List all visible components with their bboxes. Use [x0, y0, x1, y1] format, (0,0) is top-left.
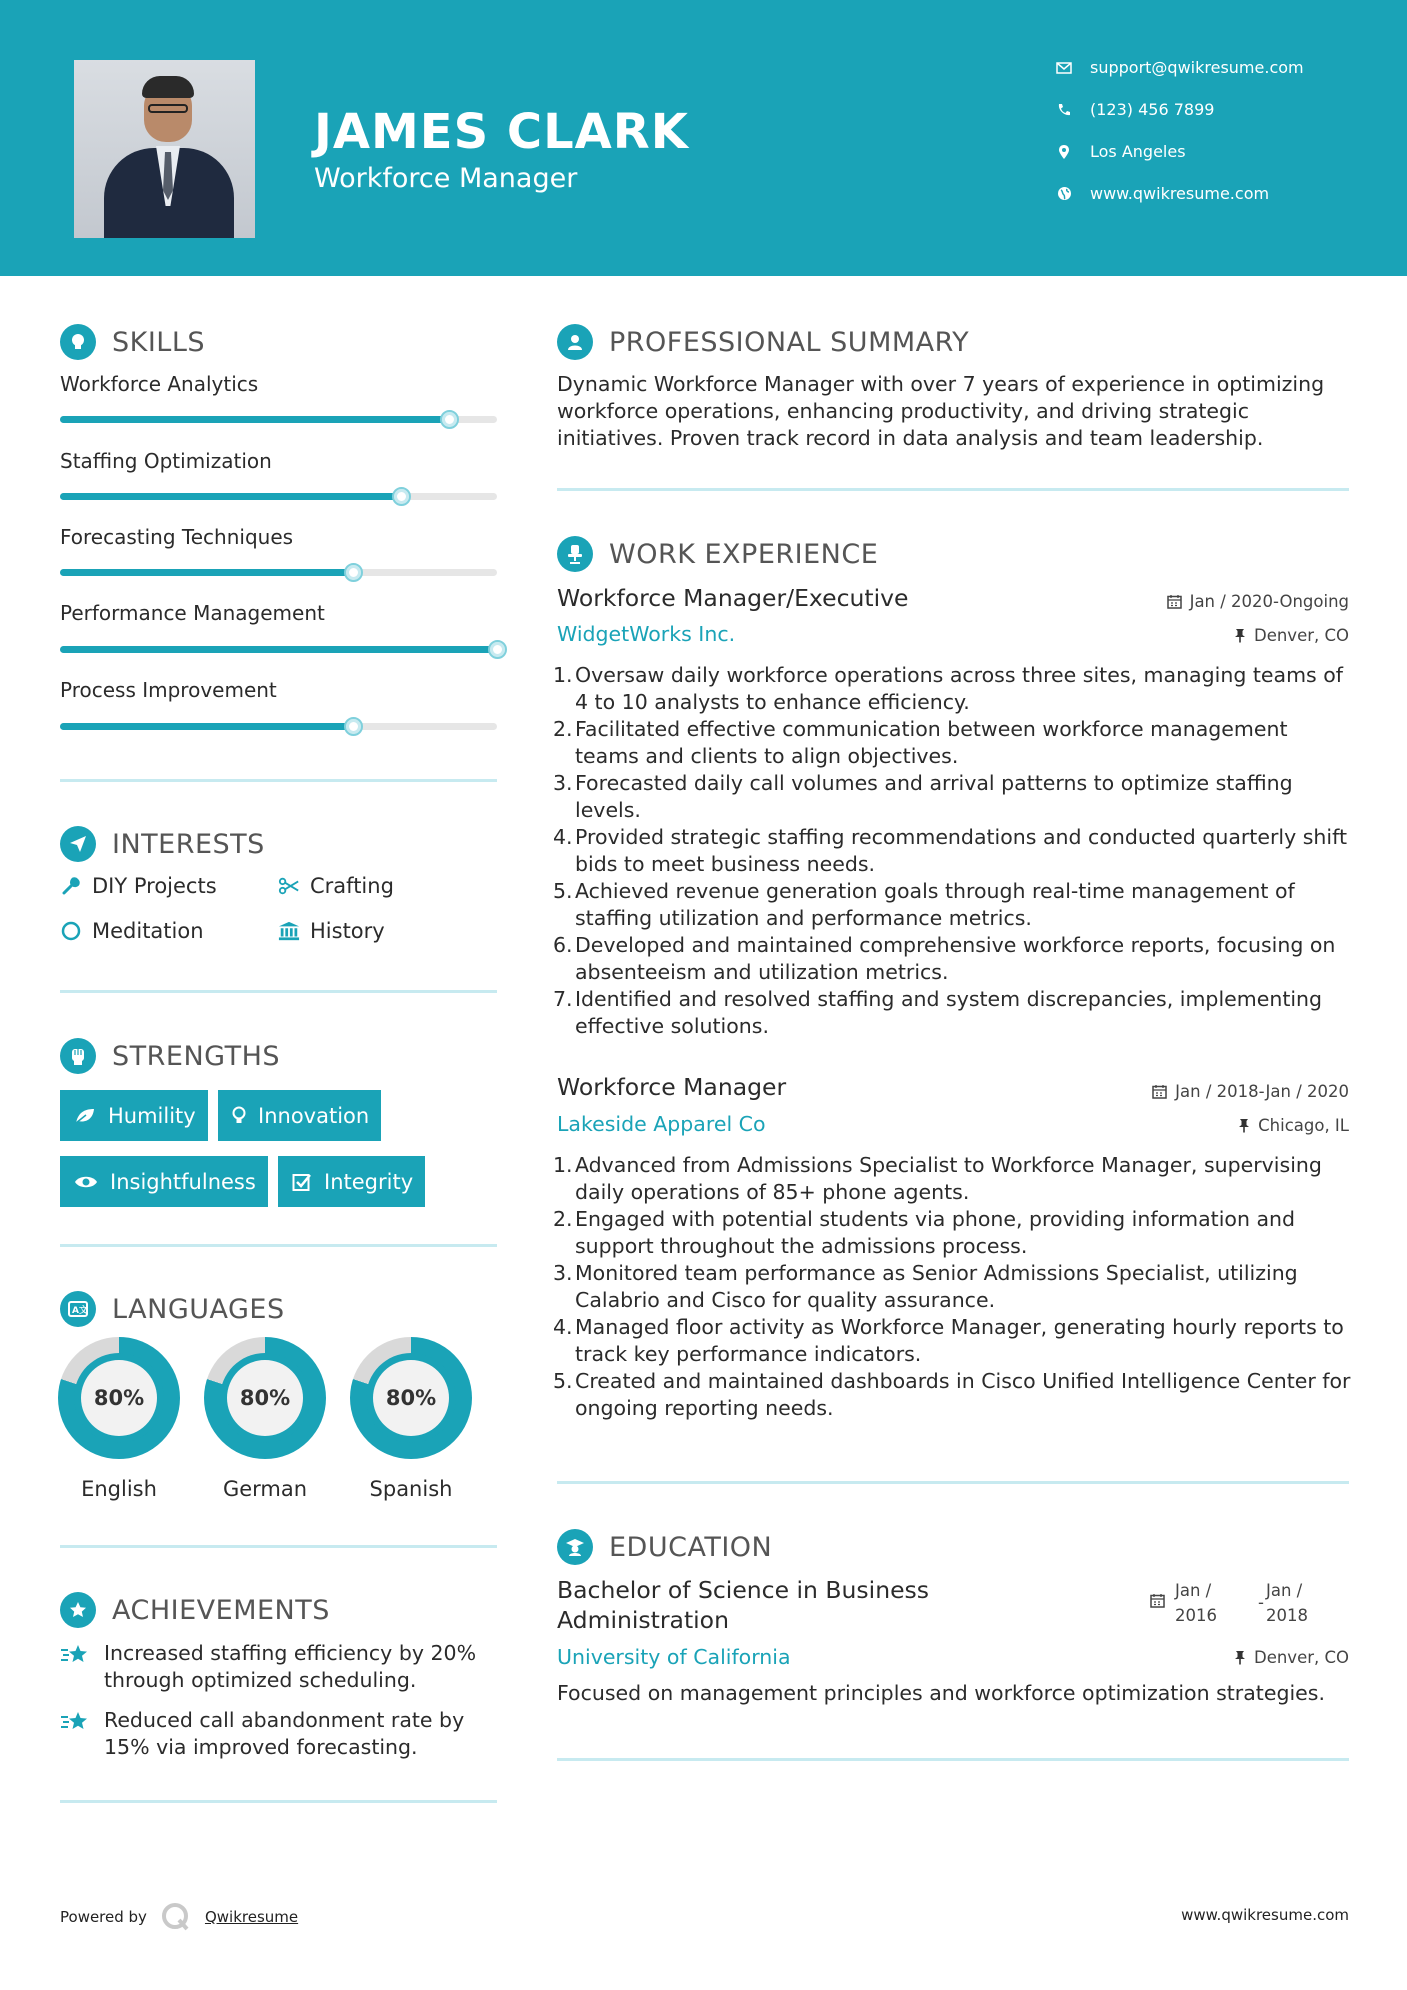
qwikresume-link[interactable]: Qwikresume — [204, 1908, 299, 1926]
language-name: Spanish — [369, 1477, 453, 1501]
interest-item: History — [278, 919, 385, 943]
skill-label: Forecasting Techniques — [60, 525, 294, 549]
job-dates: Jan / 2018-Jan / 2020 — [1152, 1082, 1349, 1101]
job-bullet: 1. Advanced from Admissions Specialist to Workforce Manager, supervising daily operations of 85+ phone agents. — [553, 1153, 1322, 1204]
education-description: Focused on management principles and workforce optimization strategies. — [557, 1681, 1325, 1705]
skill-bar — [60, 569, 497, 576]
map-pin-icon — [1054, 144, 1074, 160]
eye-icon — [74, 1174, 98, 1190]
lightbulb-icon — [232, 1106, 246, 1126]
pushpin-icon — [1234, 628, 1246, 643]
strength-badge: Integrity — [278, 1156, 425, 1207]
calendar-icon — [1167, 594, 1182, 609]
education-location: Denver, CO — [1234, 1648, 1349, 1667]
job-bullet: 6. Developed and maintained comprehensive workforce reports, focusing on absenteeism and utilization metrics. — [553, 933, 1336, 984]
contact-email[interactable]: support@qwikresume.com — [1054, 58, 1304, 77]
language-item — [58, 1337, 180, 1501]
strength-badge: Innovation — [218, 1090, 381, 1141]
job-title: Workforce Manager — [557, 1073, 787, 1101]
footer-powered-by: Powered by Qwikresume — [60, 1902, 298, 1932]
calendar-icon — [1150, 1590, 1165, 1615]
interests-heading: INTERESTS — [60, 826, 265, 862]
strength-badge: Humility — [60, 1090, 208, 1141]
shooting-star-icon — [60, 1640, 92, 1694]
section-divider — [60, 779, 497, 782]
skill-bar — [60, 723, 497, 730]
candidate-title: Workforce Manager — [314, 163, 578, 194]
calendar-icon — [1152, 1084, 1167, 1099]
section-divider — [557, 1481, 1349, 1484]
job-bullet-list — [553, 662, 1357, 1040]
section-divider — [60, 1244, 497, 1247]
company-name: Lakeside Apparel Co — [557, 1112, 766, 1136]
strength-badge: Insightfulness — [60, 1156, 268, 1207]
star-badge-icon — [60, 1592, 96, 1628]
job-bullet: 4. Provided strategic staffing recommendations and conducted quarterly shift bids to meet business needs. — [553, 825, 1347, 876]
pushpin-icon — [1234, 1650, 1246, 1665]
section-divider — [557, 1758, 1349, 1761]
language-level-donut: 80% — [350, 1337, 472, 1459]
degree-title: Bachelor of Science in Business — [557, 1576, 930, 1604]
footer-url[interactable]: www.qwikresume.com — [1181, 1906, 1349, 1924]
museum-icon — [278, 920, 300, 942]
job-bullet: 7. Identified and resolved staffing and system discrepancies, implementing effective solutions. — [553, 987, 1323, 1038]
skill-label: Process Improvement — [60, 678, 277, 702]
job-dates: Jan / 2020-Ongoing — [1167, 592, 1349, 611]
language-name: English — [81, 1477, 157, 1501]
job-bullet: 2. Engaged with potential students via phone, providing information and support throughout the admissions process. — [553, 1207, 1296, 1258]
circle-icon — [60, 921, 82, 941]
language-name: German — [222, 1477, 308, 1501]
section-divider — [60, 1800, 497, 1803]
languages-heading: A文 LANGUAGES — [60, 1291, 285, 1327]
achievement-item: Reduced call abandonment rate by 15% via improved forecasting. — [60, 1707, 500, 1761]
skill-bar — [60, 416, 497, 423]
job-bullet: 5. Created and maintained dashboards in Cisco Unified Intelligence Center for ongoing reporting needs. — [553, 1369, 1351, 1420]
check-square-icon — [292, 1172, 312, 1192]
summary-text: Dynamic Workforce Manager with over 7 years of experience in optimizing workforce operations, enhancing productivity, and driving strategic initiatives. Proven track record in data analysis and team leadership. — [557, 372, 1325, 450]
qwikresume-logo-icon — [161, 1902, 191, 1932]
skill-bar — [60, 646, 497, 653]
language-level-donut: 80% — [204, 1337, 326, 1459]
job-title: Workforce Manager/Executive — [557, 584, 909, 612]
svg-text:A文: A文 — [72, 1306, 88, 1316]
skill-label: Performance Management — [60, 601, 325, 625]
achievements-heading: ACHIEVEMENTS — [60, 1592, 330, 1628]
language-item — [204, 1337, 326, 1501]
lightbulb-icon — [60, 324, 96, 360]
section-divider — [60, 1545, 497, 1548]
summary-heading: PROFESSIONAL SUMMARY — [557, 324, 969, 360]
wrench-icon — [60, 876, 82, 896]
achievement-item: Increased staffing efficiency by 20% through optimized scheduling. — [60, 1640, 500, 1694]
skill-bar — [60, 493, 497, 500]
phone-icon — [1054, 103, 1074, 117]
school-name: University of California — [557, 1645, 791, 1669]
office-chair-icon — [557, 536, 593, 572]
fist-icon — [60, 1038, 96, 1074]
shooting-star-icon — [60, 1707, 92, 1761]
contact-phone[interactable]: (123) 456 7899 — [1054, 100, 1214, 119]
paper-plane-icon — [60, 826, 96, 862]
education-heading: EDUCATION — [557, 1529, 772, 1565]
skills-heading: SKILLS — [60, 324, 205, 360]
language-level-donut: 80% — [58, 1337, 180, 1459]
pushpin-icon — [1238, 1118, 1250, 1133]
candidate-name: JAMES CLARK — [314, 104, 689, 160]
job-location: Denver, CO — [1234, 626, 1349, 645]
profile-photo — [74, 60, 255, 238]
envelope-icon — [1054, 62, 1074, 74]
interest-item: Meditation — [60, 919, 204, 943]
experience-heading: WORK EXPERIENCE — [557, 536, 878, 572]
job-bullet: 2. Facilitated effective communication between workforce management teams and clients to align objectives. — [553, 717, 1288, 768]
graduate-icon — [557, 1529, 593, 1565]
language-item — [350, 1337, 472, 1501]
skill-label: Workforce Analytics — [60, 372, 259, 396]
company-name: WidgetWorks Inc. — [557, 622, 736, 646]
contact-website[interactable]: www.qwikresume.com — [1054, 184, 1269, 203]
leaf-icon — [74, 1107, 96, 1125]
interest-item: DIY Projects — [60, 874, 217, 898]
resume-header — [0, 0, 1407, 276]
scissors-icon — [278, 877, 300, 895]
strengths-heading: STRENGTHS — [60, 1038, 280, 1074]
language-icon — [60, 1291, 96, 1327]
job-bullet-list — [553, 1152, 1357, 1422]
job-location: Chicago, IL — [1238, 1116, 1349, 1135]
job-bullet: 4. Managed floor activity as Workforce Manager, generating hourly reports to track key performance indicators. — [553, 1315, 1344, 1366]
section-divider — [557, 488, 1349, 491]
contact-location: Los Angeles — [1054, 142, 1186, 161]
job-bullet: 3. Forecasted daily call volumes and arrival patterns to optimize staffing levels. — [553, 771, 1293, 822]
job-bullet: 1. Oversaw daily workforce operations across three sites, managing teams of 4 to 10 analysts to enhance efficiency. — [553, 663, 1343, 714]
degree-title-cont: Administration — [557, 1606, 729, 1634]
job-bullet: 3. Monitored team performance as Senior Admissions Specialist, utilizing Calabrio and Cisco for quality assurance. — [553, 1261, 1298, 1312]
skill-label: Staffing Optimization — [60, 449, 272, 473]
interest-item: Crafting — [278, 874, 394, 898]
user-icon — [557, 324, 593, 360]
job-bullet: 5. Achieved revenue generation goals through real-time management of staffing utilization and performance metrics. — [553, 879, 1295, 930]
section-divider — [60, 990, 497, 993]
globe-icon — [1054, 186, 1074, 201]
